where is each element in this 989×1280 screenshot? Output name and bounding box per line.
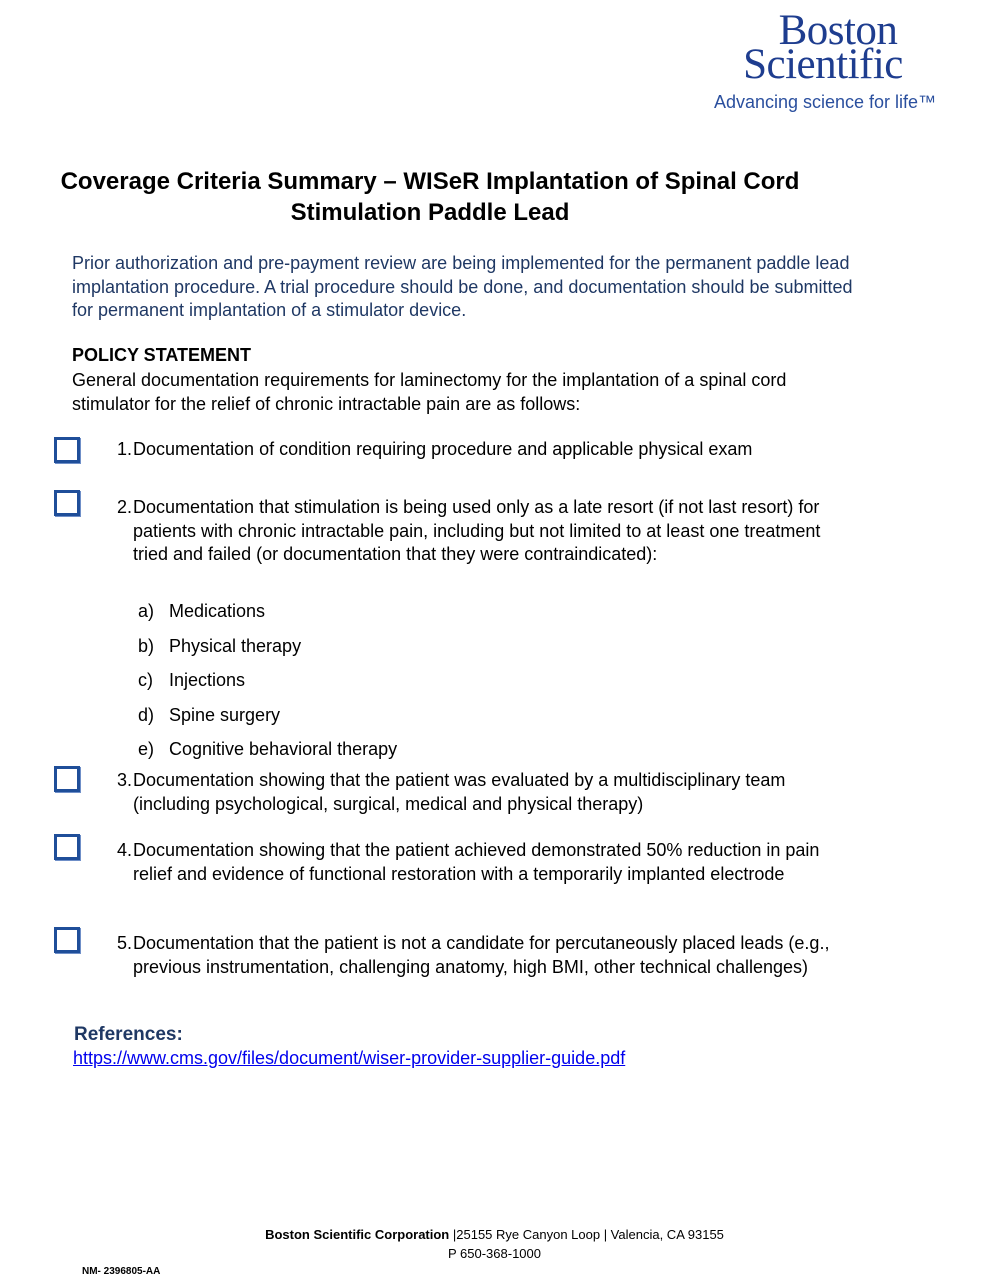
intro-paragraph: Prior authorization and pre-payment review are being implemented for the permanent paddle lead implantation procedure. A trial procedure should be done, and documentation should be submitted for permanent implantation of a stimulator device. — [72, 253, 853, 320]
references-heading: References: — [74, 1024, 183, 1045]
item-text: Documentation that stimulation is being used only as a late resort (if not last resort) for patients with chronic intractable pain, including but not limited to at least one treatment tried and failed (or documentation that they were contraindicated): — [133, 497, 821, 564]
criteria-item-3 — [100, 769, 860, 816]
item-number: 3. — [116, 770, 132, 790]
item-number: 5. — [116, 933, 132, 953]
subitem-a — [138, 601, 265, 622]
item-1-checkbox[interactable] — [54, 437, 80, 463]
subitem-text: Spine surgery — [169, 705, 281, 725]
item-number: 1. — [116, 439, 132, 459]
subitem-d — [138, 705, 280, 726]
subitem-text: Physical therapy — [169, 636, 302, 656]
footer-company-line — [0, 1225, 989, 1244]
company-logo — [707, 7, 969, 113]
item-text: Documentation showing that the patient achieved demonstrated 50% reduction in pain relief and evidence of functional restoration with a temporarily implanted electrode — [133, 840, 820, 884]
criteria-item-4 — [100, 839, 860, 886]
item-2-checkbox[interactable] — [54, 490, 80, 516]
item-text: Documentation showing that the patient was evaluated by a multidisciplinary team (including psychological, surgical, medical and physical therapy) — [133, 770, 786, 814]
page-title: Coverage Criteria Summary – WISeR Implantation of Spinal Cord Stimulation Paddle Lead — [60, 168, 800, 226]
subitem-c — [138, 670, 245, 691]
item-4-checkbox[interactable] — [54, 834, 80, 860]
subitem-e — [138, 739, 397, 760]
footer-phone: P 650-368-1000 — [447, 1246, 541, 1261]
item-text: Documentation of condition requiring procedure and applicable physical exam — [133, 439, 753, 459]
reference-link[interactable]: https://www.cms.gov/files/document/wiser-provider-supplier-guide.pdf — [73, 1048, 626, 1068]
document-number: NM- 2396805-AA — [82, 1266, 161, 1277]
subitem-letter: c) — [138, 670, 153, 690]
subitem-text: Injections — [169, 670, 246, 690]
subitem-text: Cognitive behavioral therapy — [169, 739, 398, 759]
item-number: 4. — [116, 840, 132, 860]
criteria-item-5 — [100, 932, 860, 979]
subitem-letter: b) — [138, 636, 155, 656]
subitem-letter: a) — [138, 601, 155, 621]
policy-heading: POLICY STATEMENT — [72, 345, 252, 365]
footer-company: Boston Scientific Corporation — [265, 1227, 450, 1242]
logo-tagline: Advancing science for life™ — [713, 92, 937, 112]
footer-address: |25155 Rye Canyon Loop | Valencia, CA 93155 — [452, 1227, 724, 1242]
footer — [0, 1225, 989, 1263]
criteria-item-1 — [100, 438, 860, 462]
subitem-b — [138, 636, 301, 657]
logo-line-1: Boston — [778, 7, 898, 54]
policy-text: General documentation requirements for laminectomy for the implantation of a spinal cord stimulator for the relief of chronic intractable pain are as follows: — [72, 370, 787, 414]
subitem-text: Medications — [169, 601, 266, 621]
item-5-checkbox[interactable] — [54, 927, 80, 953]
subitem-letter: e) — [138, 739, 155, 759]
item-number: 2. — [116, 497, 132, 517]
criteria-item-2 — [100, 496, 860, 567]
subitem-letter: d) — [138, 705, 155, 725]
item-3-checkbox[interactable] — [54, 766, 80, 792]
logo-line-2: Scientific — [743, 41, 903, 88]
item-text: Documentation that the patient is not a candidate for percutaneously placed leads (e.g., previous instrumentation, challenging anatomy, high BMI, other technical challenges) — [133, 933, 830, 977]
